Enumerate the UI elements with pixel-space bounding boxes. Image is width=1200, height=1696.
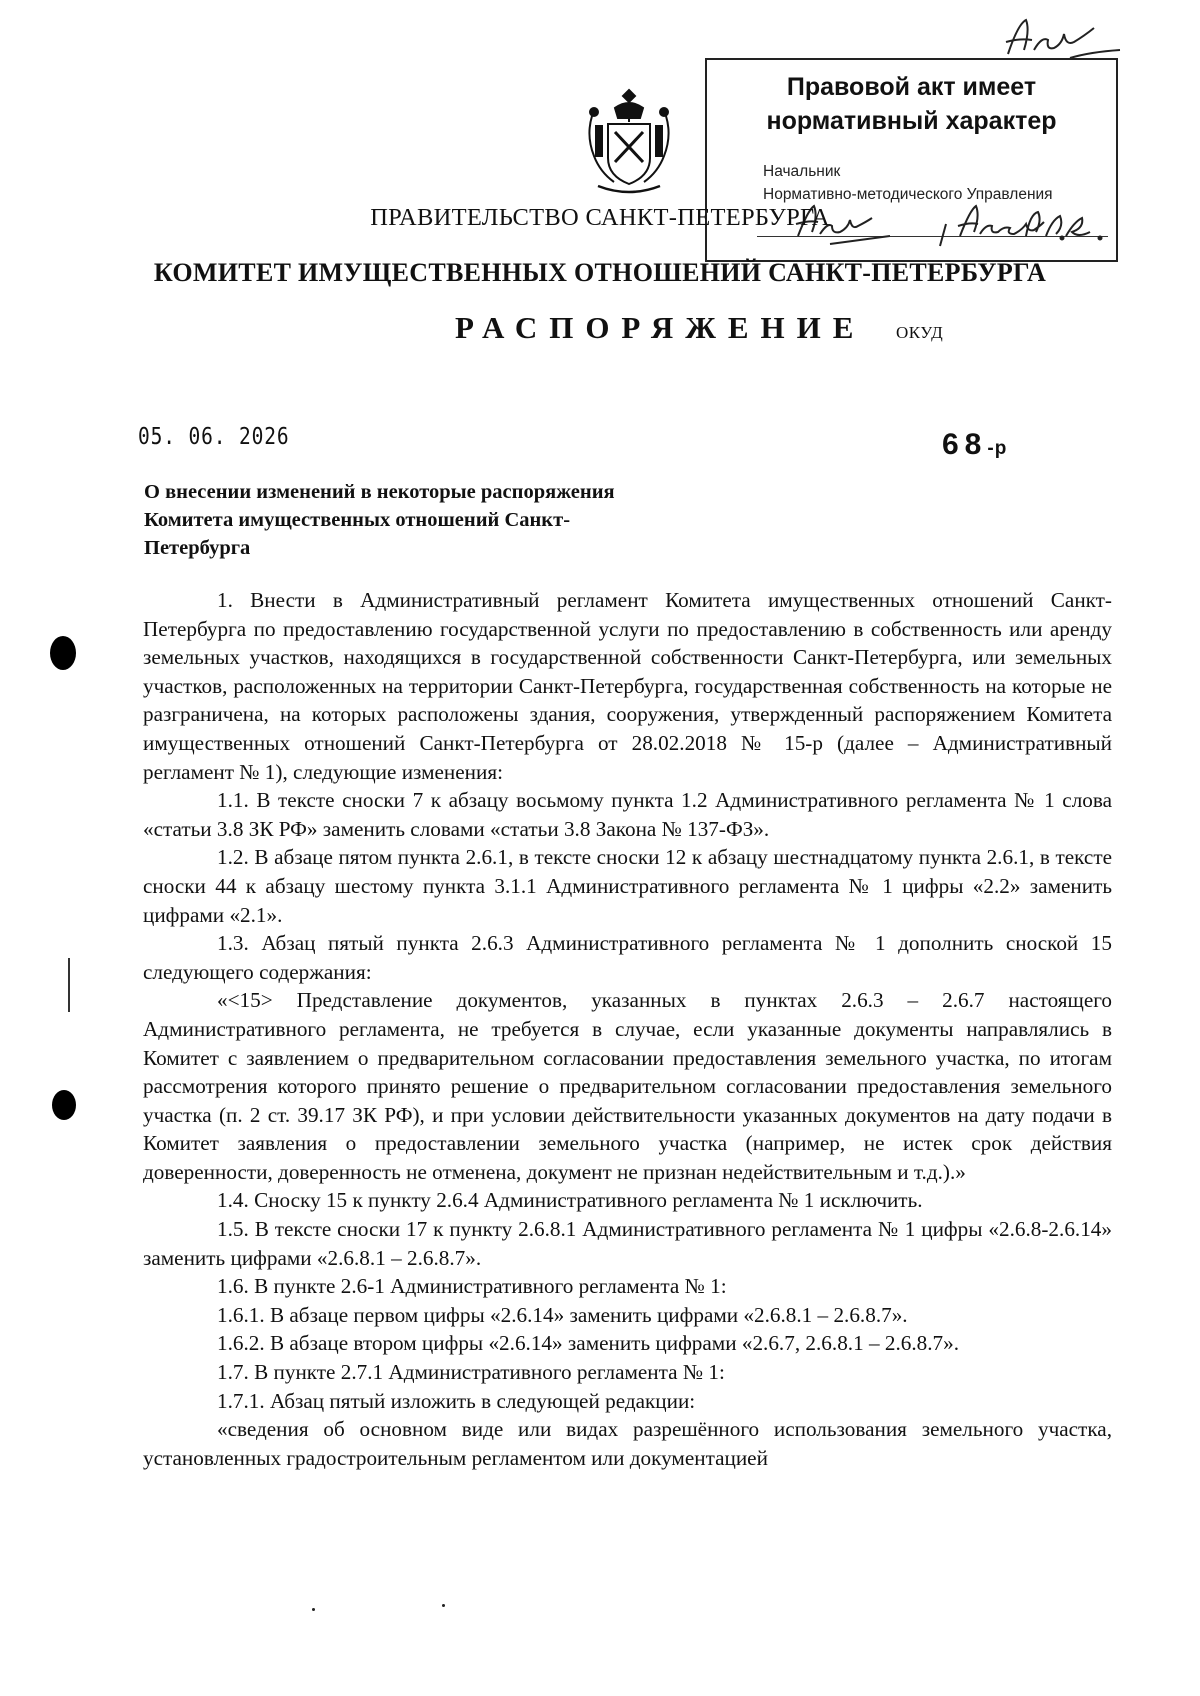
scan-dot (442, 1604, 445, 1607)
paragraph: 1. Внести в Административный регламент Комитета имущественных отношений Санкт-Петербурга по предоставлению государственной услуги по предоставлению в собственность или аренду земельных участков, находящихся в государственной собственности Санкт-Петербурга, или земельных участков, расположенных на территории Санкт-Петербурга, государственная собственность на которые не разграничена, на которых расположены здания, сооружения, утвержденный распоряжением Комитета имущественных отношений Санкт-Петербурга от 28.02.2018 № 15-р (далее – Административный регламент № 1), следующие изменения: (143, 588, 1112, 784)
paragraph: 1.6.1. В абзаце первом цифры «2.6.14» заменить цифрами «2.6.8.1 – 2.6.8.7». (217, 1302, 908, 1327)
punch-hole-upper (50, 636, 76, 670)
stamp-title (707, 70, 1116, 138)
stamp-title-line-1: Правовой акт имеет (786, 73, 1037, 101)
paragraph: 1.3. Абзац пятый пункта 2.6.3 Административного регламента № 1 дополнить сноской 15 следующего содержания: (143, 931, 1112, 984)
document-number (942, 428, 1007, 462)
punch-hole-lower (52, 1090, 76, 1120)
document-type: РАСПОРЯЖЕНИЕ (455, 310, 866, 345)
paragraph: 1.4. Сноску 15 к пункту 2.6.4 Административного регламента № 1 исключить. (217, 1188, 923, 1213)
document-body (143, 586, 1112, 1472)
handwritten-initials (1000, 14, 1130, 64)
stamp-title-line-2: нормативный характер (766, 107, 1057, 135)
stamp-position-line-1: Начальник (763, 163, 841, 180)
paragraph: 1.2. В абзаце пятом пункта 2.6.1, в тексте сноски 12 к абзацу шестнадцатому пункта 2.6.1, в тексте сноски 44 к абзацу шестому пункта 3.1.1 Административного регламента № 1 цифры «2.2» заменить цифрами «2.1». (143, 845, 1112, 927)
government-title: ПРАВИТЕЛЬСТВО САНКТ-ПЕТЕРБУРГА (370, 204, 830, 231)
document-number-suffix: -р (987, 438, 1008, 459)
paragraph: 1.6. В пункте 2.6-1 Административного регламента № 1: (217, 1274, 727, 1299)
coat-of-arms-emblem (582, 86, 676, 196)
paragraph: «сведения об основном виде или видах разрешённого использования земельного участка, установленных градостроительным регламентом или документацией (143, 1417, 1112, 1470)
paragraph: «<15> Представление документов, указанных в пунктах 2.6.3 – 2.6.7 настоящего Административного регламента, не требуется в случае, если указанные документы направлялись в Комитет с заявлением о предварительном согласовании предоставления земельного участка, по итогам рассмотрения которого принято решение о предварительном согласовании предоставления земельного участка (п. 2 ст. 39.17 ЗК РФ), и при условии действительности указанных документов на дату подачи в Комитет заявления о предоставлении земельного участка (например, не истек срок действия доверенности, доверенность не отменена, документ не признан недействительным и т.д.).» (143, 988, 1112, 1184)
okud-label: ОКУД (896, 323, 944, 342)
document-date: 05. 06. 2026 (138, 424, 290, 450)
scan-dot (312, 1608, 315, 1611)
paragraph: 1.6.2. В абзаце втором цифры «2.6.14» заменить цифрами «2.6.7, 2.6.8.1 – 2.6.8.7». (217, 1331, 960, 1356)
document-subject: О внесении изменений в некоторые распоряжения Комитета имущественных отношений Санкт-Петербурга (144, 481, 615, 559)
scan-edge-mark (68, 958, 70, 1012)
stamp-position-line-2: Нормативно-методического Управления (763, 186, 1053, 203)
document-number-value: 68 (942, 428, 988, 461)
paragraph: 1.1. В тексте сноски 7 к абзацу восьмому пункта 1.2 Административного регламента № 1 слова «статьи 3.8 ЗК РФ» заменить словами «статьи 3.8 Закона № 137-ФЗ». (143, 788, 1112, 841)
committee-title: КОМИТЕТ ИМУЩЕСТВЕННЫХ ОТНОШЕНИЙ САНКТ-ПЕТЕРБУРГА (153, 258, 1047, 287)
paragraph: 1.7. В пункте 2.7.1 Административного регламента № 1: (217, 1360, 725, 1385)
paragraph: 1.7.1. Абзац пятый изложить в следующей редакции: (217, 1388, 696, 1413)
paragraph: 1.5. В тексте сноски 17 к пункту 2.6.8.1 Административного регламента № 1 цифры «2.6.8-2.6.14» заменить цифрами «2.6.8.1 – 2.6.8.7». (143, 1217, 1112, 1270)
